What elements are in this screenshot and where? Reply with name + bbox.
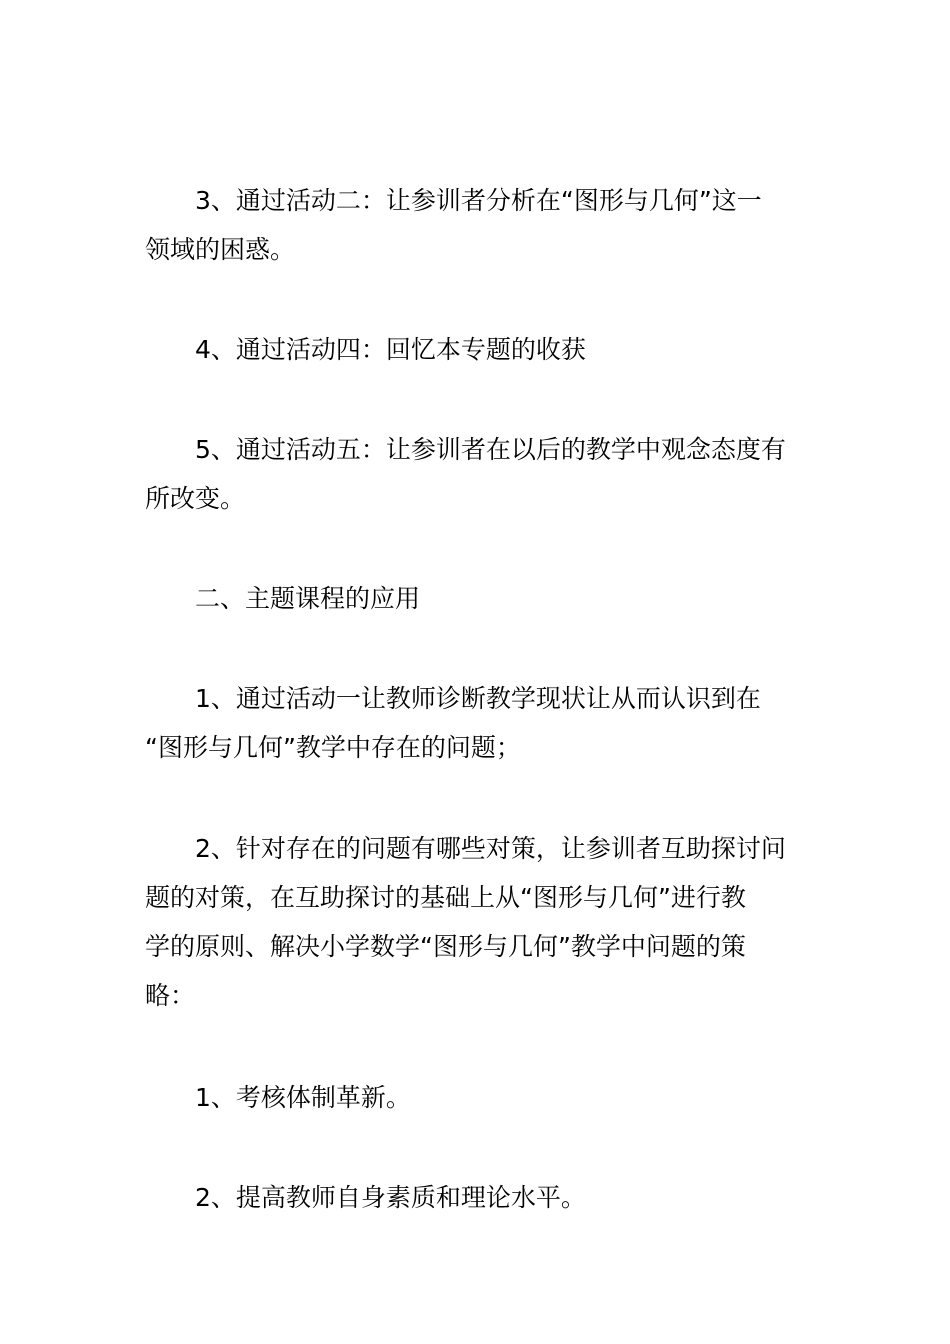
paragraph-line: 1、考核体制革新。: [195, 1083, 411, 1112]
paragraph-line: 2、针对存在的问题有哪些对策，让参训者互助探讨问: [195, 834, 786, 863]
section-heading-application: [145, 574, 810, 623]
paragraph-line: 题的对策，在互助探讨的基础上从“图形与几何”进行教: [145, 883, 746, 912]
paragraph-line: 1、通过活动一让教师诊断教学现状让从而认识到在: [195, 684, 761, 713]
paragraph-activity-5: [145, 425, 810, 523]
paragraph-line: 略：: [145, 981, 196, 1010]
paragraph-line: “图形与几何”教学中存在的问题；: [145, 733, 521, 762]
list-item-strategy-1: [145, 1073, 810, 1122]
paragraph-apply-1: [145, 674, 810, 772]
paragraph-activity-2: [145, 176, 810, 274]
paragraph-line: 学的原则、解决小学数学“图形与几何”教学中问题的策: [145, 932, 746, 961]
paragraph-activity-4: [145, 325, 810, 374]
paragraph-apply-2: [145, 824, 810, 1020]
paragraph-line: 领域的困惑。: [145, 235, 296, 264]
list-item-strategy-2: [145, 1173, 810, 1222]
paragraph-line: 所改变。: [145, 484, 246, 513]
paragraph-line: 4、通过活动四：回忆本专题的收获: [195, 335, 586, 364]
paragraph-line: 2、提高教师自身素质和理论水平。: [195, 1183, 586, 1212]
paragraph-line: 5、通过活动五：让参训者在以后的教学中观念态度有: [195, 435, 786, 464]
paragraph-line: 二、主题课程的应用: [195, 584, 421, 613]
paragraph-line: 3、通过活动二：让参训者分析在“图形与几何”这一: [195, 186, 762, 215]
